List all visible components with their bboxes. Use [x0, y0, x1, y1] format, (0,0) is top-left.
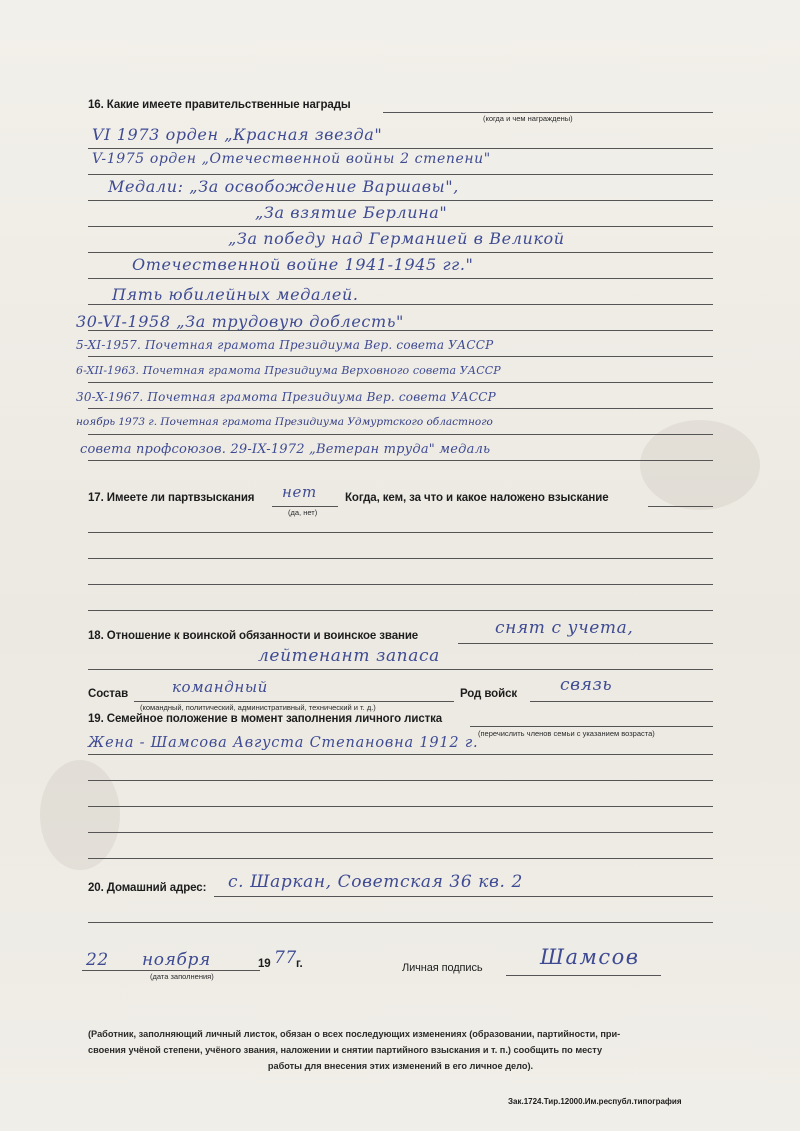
- date-year-prefix: 19: [258, 958, 271, 970]
- award-line: 30-X-1967. Почетная грамота Президиума Вер. совета УАССР: [76, 390, 496, 404]
- date-year-suffix: г.: [296, 958, 303, 970]
- fill-line: [88, 806, 713, 807]
- footnote: [88, 1026, 713, 1074]
- fill-line: [88, 858, 713, 859]
- fill-line: [88, 278, 713, 279]
- date-day: 22: [86, 950, 109, 970]
- fill-line: [272, 506, 338, 507]
- award-line: VI 1973 орден „Красная звезда": [92, 125, 383, 144]
- footnote-line: своения учёной степени, учёного звания, наложении и снятии партийного взыскания и т. п.) сообщить по месту: [88, 1045, 603, 1055]
- award-line: Пять юбилейных медалей.: [112, 285, 359, 304]
- award-line: V-1975 орден „Отечественной войны 2 степени": [92, 151, 491, 167]
- section-19-answer: Жена - Шамсова Августа Степановна 1912 г.: [88, 735, 479, 751]
- section-17-question: Когда, кем, за что и какое наложено взыскание: [345, 492, 609, 504]
- rod-voisk-value: связь: [560, 675, 613, 695]
- fill-line: [88, 584, 713, 585]
- fill-line: [88, 669, 713, 670]
- print-code: Зак.1724.Тир.12000.Им.республ.типография: [508, 1097, 682, 1106]
- fill-line: [88, 610, 713, 611]
- fill-line: [88, 304, 713, 305]
- fill-line: [134, 701, 454, 702]
- fill-line: [88, 226, 713, 227]
- signature-label: Личная подпись: [402, 962, 483, 974]
- fill-line: [458, 643, 713, 644]
- section-18-label: 18. Отношение к воинской обязанности и воинское звание: [88, 630, 419, 642]
- award-line: 6-XII-1963. Почетная грамота Президиума Верховного совета УАССР: [76, 364, 501, 377]
- section-17-answer-caption: (да, нет): [288, 508, 318, 517]
- section-16-caption: (когда и чем награждены): [483, 114, 573, 123]
- award-line: совета профсоюзов. 29-IX-1972 „Ветеран труда" медаль: [80, 442, 491, 457]
- fill-line: [88, 460, 713, 461]
- fill-line: [88, 922, 713, 923]
- award-line: „За победу над Германией в Великой: [228, 229, 565, 248]
- fill-line: [88, 532, 713, 533]
- fill-line: [88, 174, 713, 175]
- signature-value: Шамсов: [540, 945, 640, 969]
- fill-line: [88, 382, 713, 383]
- fill-line: [470, 726, 713, 727]
- fill-line: [88, 200, 713, 201]
- section-17-label: 17. Имеете ли партвзыскания: [88, 492, 255, 504]
- award-line: 5-XI-1957. Почетная грамота Президиума Вер. совета УАССР: [76, 338, 494, 352]
- fill-line: [88, 252, 713, 253]
- section-18-answer-2: лейтенант запаса: [258, 646, 440, 666]
- section-16-label: 16. Какие имеете правительственные награды: [88, 99, 351, 111]
- fill-line: [648, 506, 713, 507]
- section-18-answer-1: снят с учета,: [495, 618, 634, 638]
- footnote-line: работы для внесения этих изменений в его личное дело).: [267, 1061, 534, 1071]
- date-month: ноября: [142, 950, 211, 970]
- fill-line: [88, 356, 713, 357]
- fill-line: [88, 754, 713, 755]
- fill-line: [214, 896, 713, 897]
- fill-line: [383, 112, 713, 113]
- rod-voisk-label: Род войск: [460, 688, 518, 700]
- section-17-answer: нет: [282, 483, 317, 501]
- paper-stain: [40, 760, 120, 870]
- award-line: ноябрь 1973 г. Почетная грамота Президиума Удмуртского областного: [76, 416, 493, 428]
- section-19-caption: (перечислить членов семьи с указанием возраста): [478, 729, 655, 738]
- fill-line: [88, 780, 713, 781]
- fill-line: [530, 701, 713, 702]
- award-line: Медали: „За освобождение Варшавы",: [108, 177, 459, 196]
- award-line: 30-VI-1958 „За трудовую доблесть": [76, 312, 405, 331]
- fill-line: [88, 558, 713, 559]
- award-line: Отечественной войне 1941-1945 гг.": [132, 255, 474, 274]
- section-20-label: 20. Домашний адрес:: [88, 882, 207, 894]
- fill-line: [88, 408, 713, 409]
- fill-line: [88, 832, 713, 833]
- fill-line: [88, 434, 713, 435]
- signature-line: [506, 975, 661, 976]
- sostav-label: Состав: [88, 688, 129, 700]
- section-19-label: 19. Семейное положение в момент заполнения личного листка: [88, 713, 443, 725]
- section-20-answer: с. Шаркан, Советская 36 кв. 2: [228, 872, 523, 892]
- award-line: „За взятие Берлина": [255, 203, 448, 222]
- sostav-caption: (командный, политический, административный, технический и т. д.): [140, 703, 376, 712]
- sostav-value: командный: [172, 678, 268, 696]
- footnote-line: (Работник, заполняющий личный листок, обязан о всех последующих изменениях (образовании, партийности, при-: [88, 1029, 621, 1039]
- date-line: [82, 970, 260, 971]
- date-caption: (дата заполнения): [150, 972, 214, 981]
- fill-line: [88, 148, 713, 149]
- date-year-hand: 77: [274, 948, 297, 968]
